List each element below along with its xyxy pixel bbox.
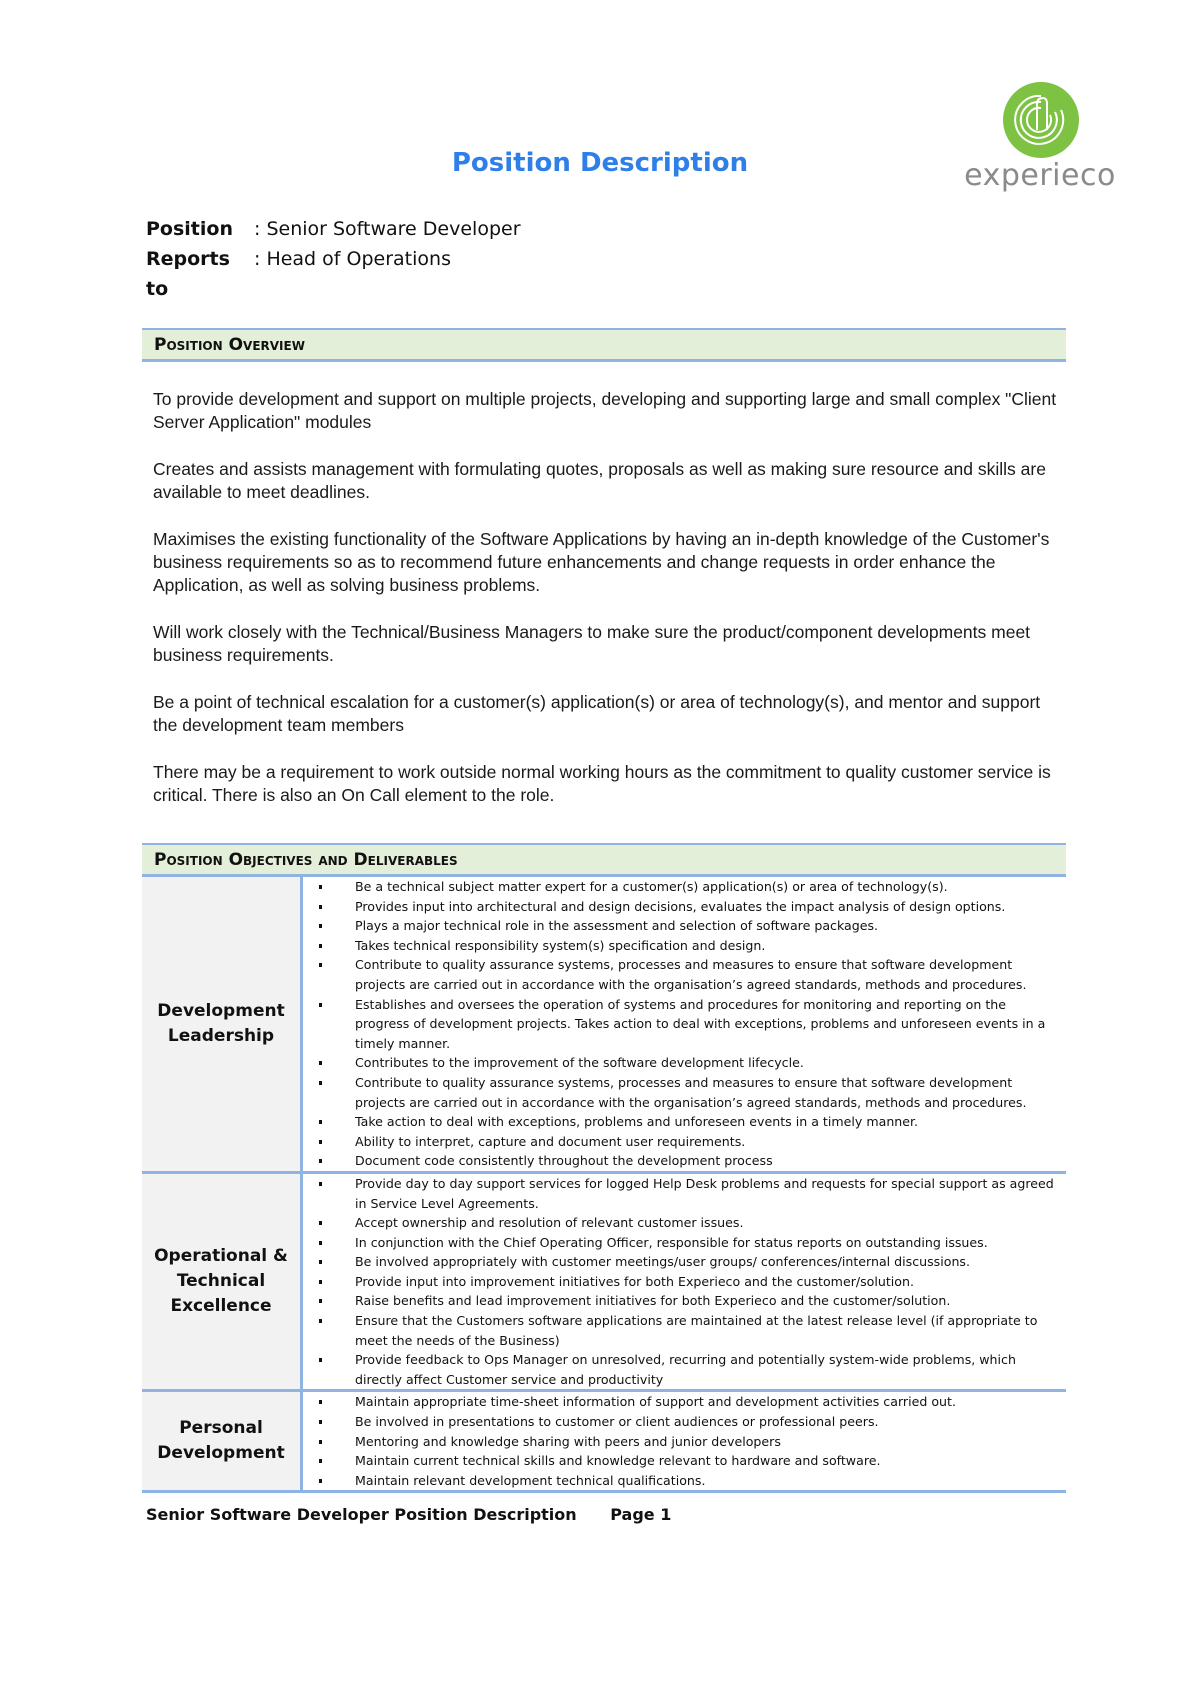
list-item: Plays a major technical role in the assessment and selection of software packages. — [303, 916, 1066, 936]
table-row-development-leadership — [142, 877, 1066, 1172]
list-item: Takes technical responsibility system(s) specification and design. — [303, 936, 1066, 956]
list-item: Be a technical subject matter expert for a customer(s) application(s) or area of technology(s). — [303, 877, 1066, 897]
list-item: Ensure that the Customers software applications are maintained at the latest release level (if appropriate to meet the needs of the Business) — [303, 1311, 1066, 1350]
list-item: Maintain appropriate time-sheet information of support and development activities carried out. — [303, 1392, 1066, 1412]
list-item: Take action to deal with exceptions, problems and unforeseen events in a timely manner. — [303, 1112, 1066, 1132]
list-item: Maintain current technical skills and knowledge relevant to hardware and software. — [303, 1451, 1066, 1471]
category-cell: Operational & Technical Excellence — [142, 1172, 302, 1391]
footer-page-number: Page 1 — [610, 1505, 672, 1524]
position-label: Position — [146, 218, 233, 240]
list-item: Raise benefits and lead improvement initiatives for both Experieco and the customer/solution. — [303, 1291, 1066, 1311]
position-value: : Senior Software Developer — [254, 218, 521, 240]
overview-paragraph: To provide development and support on multiple projects, developing and supporting large and small complex "Client Server Application" modules — [153, 389, 1057, 432]
footer-doc-name: Senior Software Developer Position Description — [146, 1505, 577, 1524]
list-item: Provides input into architectural and design decisions, evaluates the impact analysis of design options. — [303, 897, 1066, 917]
logo-mark-icon — [1003, 82, 1079, 158]
overview-paragraph: Creates and assists management with formulating quotes, proposals as well as making sure resource and skills are available to meet deadlines. — [153, 459, 1046, 502]
logo-wordmark: experieco — [964, 158, 1116, 193]
objectives-table — [142, 877, 1066, 1493]
category-cell: Development Leadership — [142, 877, 302, 1172]
overview-paragraph: Be a point of technical escalation for a customer(s) application(s) or area of technology(s), and mentor and support the development team members — [153, 692, 1041, 735]
list-item: Provide day to day support services for logged Help Desk problems and requests for special support as agreed in Service Level Agreements. — [303, 1174, 1066, 1213]
overview-paragraph: Will work closely with the Technical/Business Managers to make sure the product/component developments meet business requirements. — [153, 622, 1031, 665]
items-cell — [302, 1391, 1067, 1492]
overview-paragraph: There may be a requirement to work outside normal working hours as the commitment to quality customer service is critical. There is also an On Call element to the role. — [153, 762, 1051, 805]
document-title: Position Description — [451, 148, 749, 178]
deliverables-list — [303, 1392, 1066, 1490]
list-item: Contributes to the improvement of the software development lifecycle. — [303, 1053, 1066, 1073]
list-item: Mentoring and knowledge sharing with peers and junior developers — [303, 1432, 1066, 1452]
overview-body — [153, 388, 1063, 831]
list-item: Contribute to quality assurance systems, processes and measures to ensure that software development projects are carried out in accordance with the organisation’s agreed standards, methods and procedures. — [303, 1073, 1066, 1112]
reports-to-label: Reports to — [146, 248, 230, 300]
section-header-objectives: Position Objectives and Deliverables — [142, 843, 1066, 877]
list-item: Be involved appropriately with customer meetings/user groups/ conferences/internal discussions. — [303, 1252, 1066, 1272]
list-item: Maintain relevant development technical qualifications. — [303, 1471, 1066, 1491]
page-footer — [146, 1505, 671, 1524]
meta-row-reports-to — [146, 244, 521, 304]
deliverables-list — [303, 877, 1066, 1171]
list-item: Contribute to quality assurance systems, processes and measures to ensure that software development projects are carried out in accordance with the organisation’s agreed standards, methods and procedures. — [303, 955, 1066, 994]
position-meta — [146, 214, 521, 304]
list-item: Accept ownership and resolution of relevant customer issues. — [303, 1213, 1066, 1233]
meta-row-position — [146, 214, 521, 244]
list-item: Be involved in presentations to customer or client audiences or professional peers. — [303, 1412, 1066, 1432]
deliverables-list — [303, 1174, 1066, 1390]
section-header-overview: Position Overview — [142, 328, 1066, 362]
list-item: Establishes and oversees the operation of systems and procedures for monitoring and reporting on the progress of development projects. Takes action to deal with exceptions, problems and unforeseen events in a timely manner. — [303, 995, 1066, 1054]
list-item: Provide feedback to Ops Manager on unresolved, recurring and potentially system-wide problems, which directly affect Customer service and productivity — [303, 1350, 1066, 1389]
table-row-operational-technical-excellence — [142, 1172, 1066, 1391]
overview-paragraph: Maximises the existing functionality of the Software Applications by having an in-depth knowledge of the Customer's business requirements so as to recommend future enhancements and change requests in order enhance the Application, as well as solving business problems. — [153, 529, 1050, 595]
items-cell — [302, 1172, 1067, 1391]
table-row-personal-development — [142, 1391, 1066, 1492]
list-item: Ability to interpret, capture and document user requirements. — [303, 1132, 1066, 1152]
items-cell — [302, 877, 1067, 1172]
list-item: In conjunction with the Chief Operating Officer, responsible for status reports on outstanding issues. — [303, 1233, 1066, 1253]
list-item: Provide input into improvement initiatives for both Experieco and the customer/solution. — [303, 1272, 1066, 1292]
reports-to-value: : Head of Operations — [254, 248, 451, 270]
list-item: Document code consistently throughout the development process — [303, 1151, 1066, 1171]
category-cell: Personal Development — [142, 1391, 302, 1492]
